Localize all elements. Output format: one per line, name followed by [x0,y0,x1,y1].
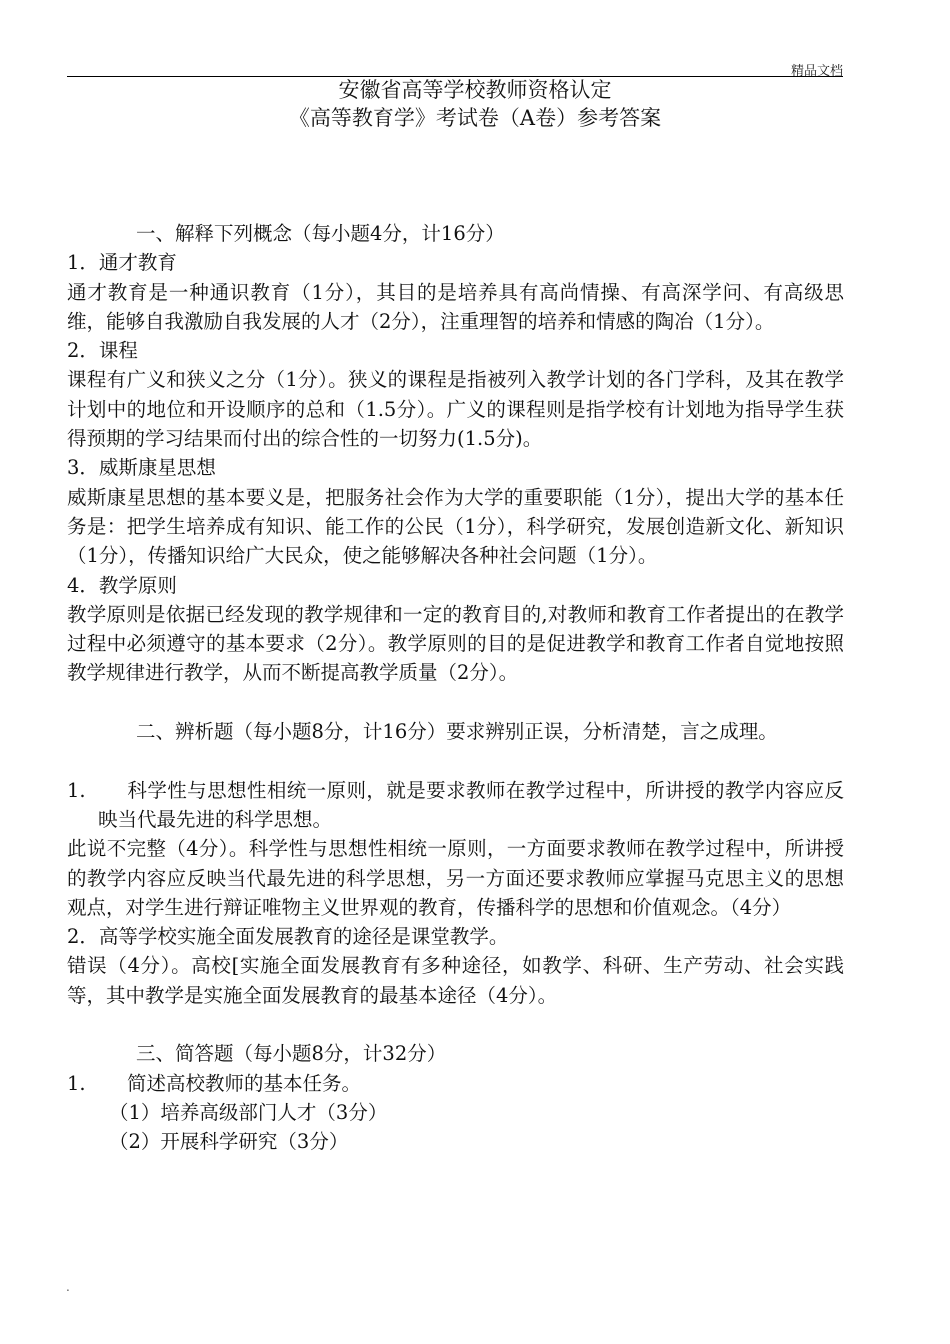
statement-1 [67,776,844,835]
statement-1-number: 1. [67,778,86,802]
statement-2: 2．高等学校实施全面发展教育的途径是课堂教学。 [67,925,509,949]
term-2: 2．课程 [67,339,138,363]
document-title: 安徽省高等学校教师资格认定 [338,78,612,102]
header-label: 精品文档 [790,64,843,79]
section-1-heading: 一、解释下列概念（每小题4分，计16分） [136,222,505,245]
question-1 [67,1069,844,1098]
term-4: 4．教学原则 [67,573,177,597]
answer-2: 课程有广义和狭义之分（1分）。狭义的课程是指被列入教学计划的各门学科，及其在教学计划中的地位和开设顺序的总和（1.5分）。广义的课程则是指学校有计划地为指导学生获得预期的学习结果而付出的综合性的一切努力(1.5分)。 [67,368,844,451]
document-body [67,219,844,1157]
point-2: （2）开展科学研究（3分） [109,1130,349,1154]
section-3-heading: 三、简答题（每小题8分，计32分） [136,1042,447,1066]
answer-4: 教学原则是依据已经发现的教学规律和一定的教育目的,对教师和教育工作者提出的在教学过程中必须遵守的基本要求（2分）。教学原则的目的是促进教学和教育工作者自觉地按照教学规律进行教学，从而不断提高教学质量（2分）。 [67,602,844,685]
analysis-2: 错误（4分）。高校[实施全面发展教育有多种途径，如教学、科研、生产劳动、社会实践等，其中教学是实施全面发展教育的最基本途径（4分）。 [67,954,844,1007]
answer-1: 通才教育是一种通识教育（1分），其目的是培养具有高尚情操、有高深学问、有高级思维，能够自我激励自我发展的人才（2分），注重理智的培养和情感的陶冶（1分）。 [67,280,844,333]
footer-mark: . [66,1280,70,1294]
term-3: 3．威斯康星思想 [67,456,216,480]
document-subtitle: 《高等教育学》考试卷（A卷）参考答案 [288,106,662,130]
question-1-text: 简述高校教师的基本任务。 [127,1071,362,1095]
point-1: （1）培养高级部门人才（3分） [109,1100,388,1124]
section-2-heading: 二、辨析题（每小题8分，计16分）要求辨别正误，分析清楚，言之成理。 [136,720,778,744]
question-1-number: 1. [67,1071,86,1095]
term-1: 1．通才教育 [67,251,177,275]
statement-1-text: 科学性与思想性相统一原则，就是要求教师在教学过程中，所讲授的教学内容应反映当代最先进的科学思想。 [98,778,844,831]
answer-3: 威斯康星思想的基本要义是，把服务社会作为大学的重要职能（1分），提出大学的基本任务是：把学生培养成有知识、能工作的公民（1分），科学研究，发展创造新文化、新知识（1分），传播知识给广大民众，使之能够解决各种社会问题（1分）。 [67,485,844,568]
analysis-1: 此说不完整（4分）。科学性与思想性相统一原则，一方面要求教师在教学过程中，所讲授的教学内容应反映当代最先进的科学思想，另一方面还要求教师应掌握马克思主义的思想观点，对学生进行辩证唯物主义世界观的教育，传播科学的思想和价值观念。（4分） [67,837,844,919]
